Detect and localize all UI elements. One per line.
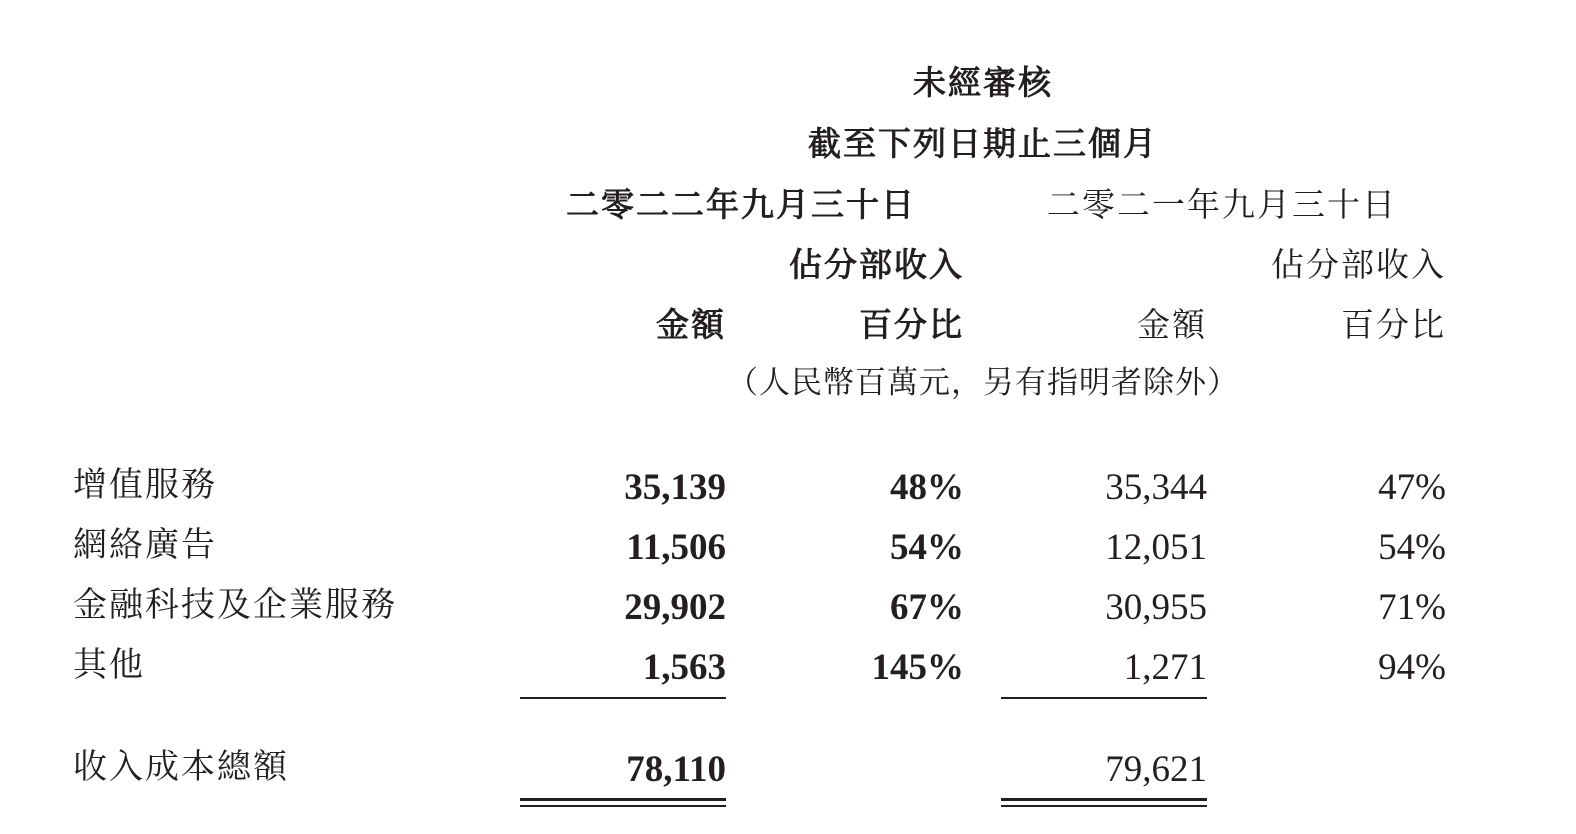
total-double-rule-bottom-2021 bbox=[1001, 805, 1207, 807]
total-amount-2022: 78,110 bbox=[626, 749, 726, 790]
row-label: 其他 bbox=[73, 645, 145, 685]
percent-2022: 145% bbox=[871, 647, 964, 688]
percent-2021: 94% bbox=[1378, 647, 1446, 688]
amount-2022: 11,506 bbox=[626, 527, 726, 568]
percent-label-2021: 百分比 bbox=[1341, 305, 1446, 344]
total-amount-2021: 79,621 bbox=[1105, 749, 1207, 790]
amount-label-2022: 金額 bbox=[656, 305, 726, 344]
subtotal-rule-2021 bbox=[1001, 697, 1207, 699]
percent-2022: 54% bbox=[890, 527, 964, 568]
header-line-unaudited: 未經審核 bbox=[913, 63, 1053, 102]
amount-2022: 1,563 bbox=[642, 647, 726, 688]
percent-2022: 67% bbox=[890, 587, 964, 628]
amount-label-2021: 金額 bbox=[1137, 305, 1207, 344]
percent-2021: 54% bbox=[1378, 527, 1446, 568]
row-label: 增值服務 bbox=[73, 465, 217, 505]
total-double-rule-top-2022 bbox=[520, 798, 726, 801]
period-date-2021: 二零二一年九月三十日 bbox=[1047, 185, 1397, 224]
share-label-2021: 佔分部收入 bbox=[1271, 245, 1446, 284]
amount-2021: 1,271 bbox=[1123, 647, 1207, 688]
percent-label-2022: 百分比 bbox=[859, 305, 964, 344]
header-line-period: 截至下列日期止三個月 bbox=[808, 124, 1158, 163]
amount-2022: 29,902 bbox=[624, 587, 726, 628]
units-note: （人民幣百萬元，另有指明者除外） bbox=[727, 365, 1239, 401]
amount-2021: 30,955 bbox=[1105, 587, 1207, 628]
amount-2021: 35,344 bbox=[1105, 467, 1207, 508]
total-label: 收入成本總額 bbox=[73, 747, 289, 787]
percent-2021: 71% bbox=[1378, 587, 1446, 628]
total-double-rule-bottom-2022 bbox=[520, 805, 726, 807]
row-label: 網絡廣告 bbox=[73, 525, 217, 565]
total-double-rule-top-2021 bbox=[1001, 798, 1207, 801]
percent-2021: 47% bbox=[1378, 467, 1446, 508]
period-date-2022: 二零二二年九月三十日 bbox=[566, 185, 916, 224]
subtotal-rule-2022 bbox=[520, 697, 726, 699]
amount-2021: 12,051 bbox=[1105, 527, 1207, 568]
amount-2022: 35,139 bbox=[624, 467, 726, 508]
percent-2022: 48% bbox=[890, 467, 964, 508]
row-label: 金融科技及企業服務 bbox=[73, 585, 397, 625]
share-label-2022: 佔分部收入 bbox=[789, 245, 964, 284]
